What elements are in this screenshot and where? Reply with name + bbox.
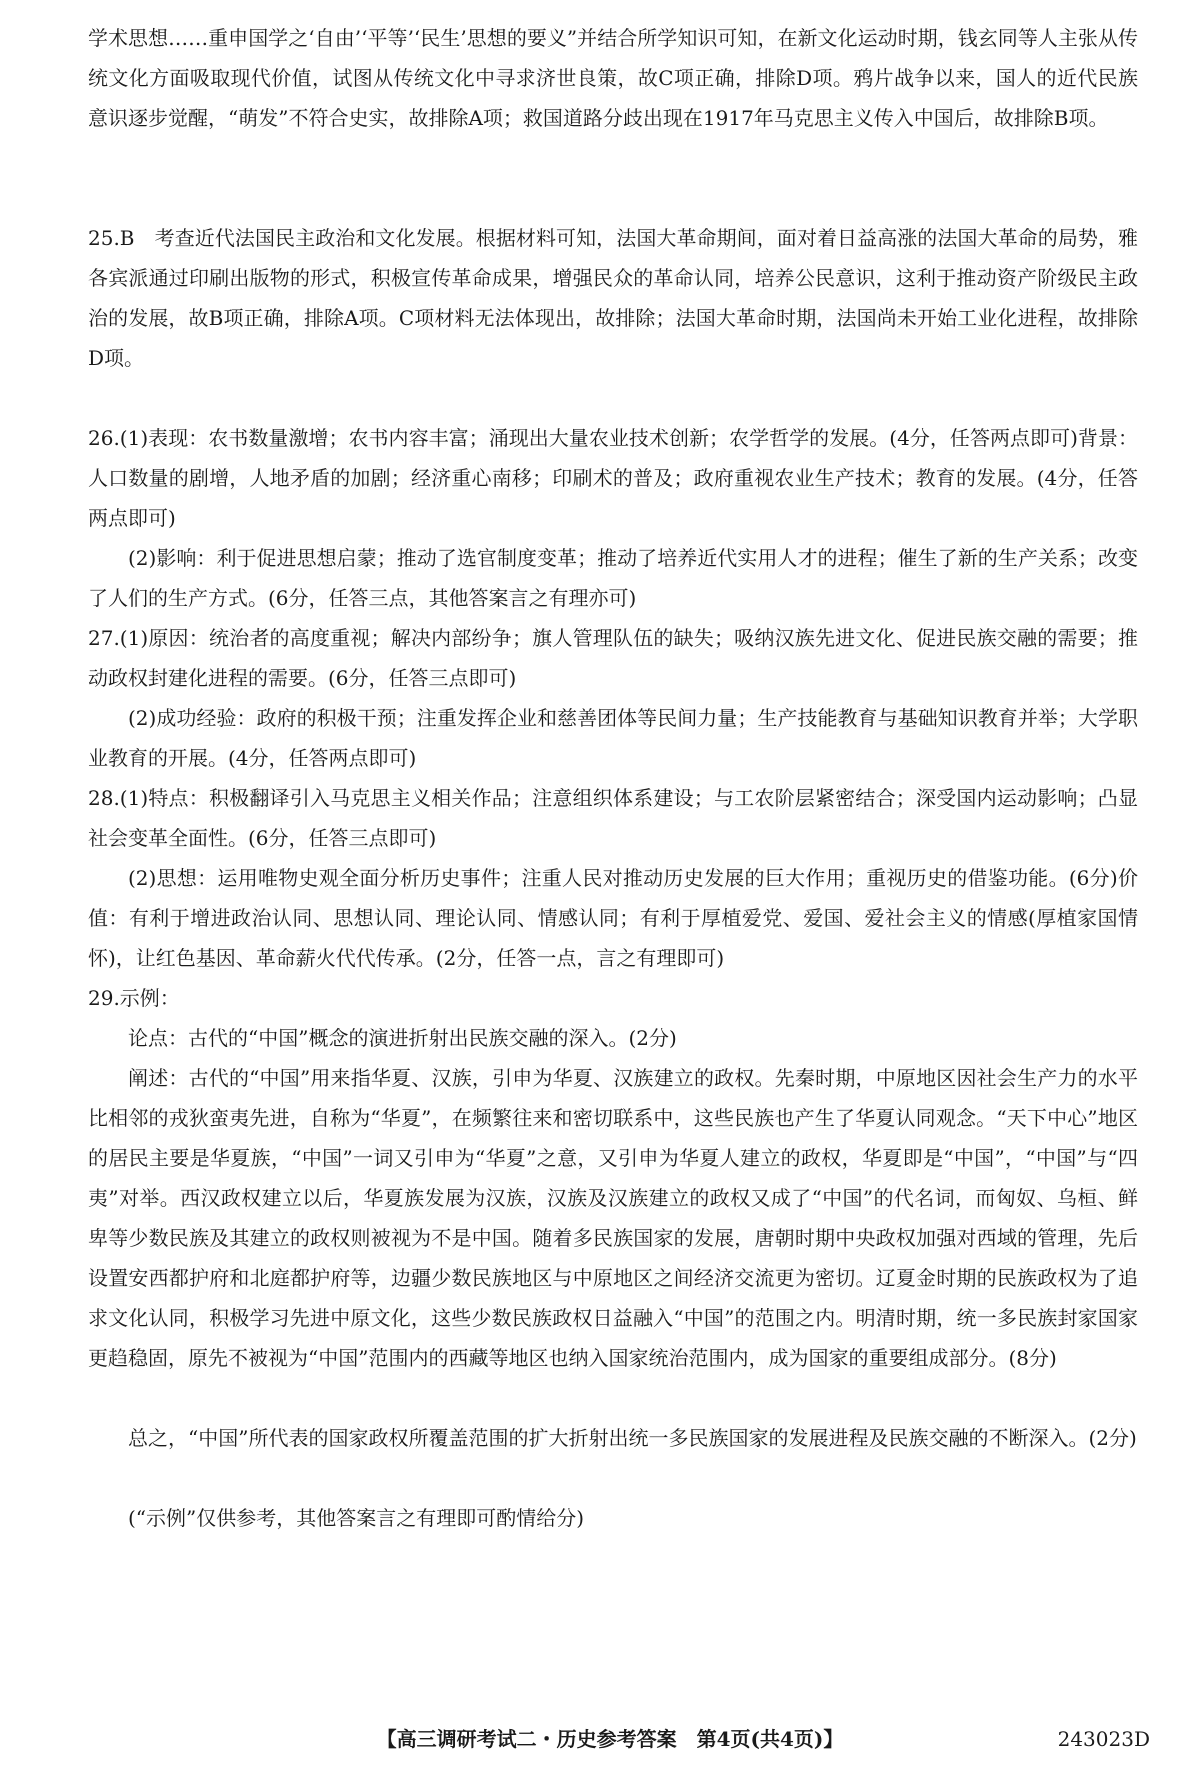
paragraph-28-2: (2)思想：运用唯物史观全面分析历史事件；注重人民对推动历史发展的巨大作用；重视历史的借鉴功能。(6分)价值：有利于增进政治认同、思想认同、理论认同、情感认同；有利于厚植爱党、爱国、爱社会主义的情感(厚植家国情怀)，让红色基因、革命薪火代代传承。(2分，任答一点，言之有理即可)	[88, 866, 1138, 970]
page-footer-title: 【高三调研考试二・历史参考答案 第4页(共4页)】	[376, 1727, 844, 1751]
paragraph-24-continued: 学术思想……重申国学之‘自由’‘平等’‘民生’思想的要义”并结合所学知识可知，在新文化运动时期，钱玄同等人主张从传统文化方面吸取现代价值，试图从传统文化中寻求济世良策，故C项正确，排除D项。鸦片战争以来，国人的近代民族意识逐步觉醒，“萌发”不符合史实，故排除A项；救国道路分歧出现在1917年马克思主义传入中国后，故排除B项。	[88, 26, 1138, 130]
paragraph-29-thesis: 论点：古代的“中国”概念的演进折射出民族交融的深入。(2分)	[128, 1026, 677, 1050]
paragraph-27-1: 27.(1)原因：统治者的高度重视；解决内部纷争；旗人管理队伍的缺失；吸纳汉族先进文化、促进民族交融的需要；推动政权封建化进程的需要。(6分，任答三点即可)	[88, 626, 1138, 690]
paragraph-29-conclusion: 总之，“中国”所代表的国家政权所覆盖范围的扩大折射出统一多民族国家的发展进程及民族交融的不断深入。(2分)	[128, 1426, 1137, 1450]
paragraph-29-note: (“示例”仅供参考，其他答案言之有理即可酌情给分)	[128, 1506, 585, 1530]
paragraph-28-1: 28.(1)特点：积极翻译引入马克思主义相关作品；注意组织体系建设；与工农阶层紧密结合；深受国内运动影响；凸显社会变革全面性。(6分，任答三点即可)	[88, 786, 1138, 850]
page-footer-code: 243023D	[1057, 1727, 1150, 1751]
paragraph-29-elaboration: 阐述：古代的“中国”用来指华夏、汉族，引申为华夏、汉族建立的政权。先秦时期，中原地区因社会生产力的水平比相邻的戎狄蛮夷先进，自称为“华夏”，在频繁往来和密切联系中，这些民族也产生了华夏认同观念。“天下中心”地区的居民主要是华夏族，“中国”一词又引申为“华夏”之意，又引申为华夏人建立的政权，华夏即是“中国”，“中国”与“四夷”对举。西汉政权建立以后，华夏族发展为汉族，汉族及汉族建立的政权又成了“中国”的代名词，而匈奴、乌桓、鲜卑等少数民族及其建立的政权则被视为不是中国。随着多民族国家的发展，唐朝时期中央政权加强对西域的管理，先后设置安西都护府和北庭都护府等，边疆少数民族地区与中原地区之间经济交流更为密切。辽夏金时期的民族政权为了追求文化认同，积极学习先进中原文化，这些少数民族政权日益融入“中国”的范围之内。明清时期，统一多民族封家国家更趋稳固，原先不被视为“中国”范围内的西藏等地区也纳入国家统治范围内，成为国家的重要组成部分。(8分)	[88, 1066, 1138, 1370]
paragraph-27-2: (2)成功经验：政府的积极干预；注重发挥企业和慈善团体等民间力量；生产技能教育与基础知识教育并举；大学职业教育的开展。(4分，任答两点即可)	[88, 706, 1138, 770]
paragraph-26-2: (2)影响：利于促进思想启蒙；推动了选官制度变革；推动了培养近代实用人才的进程；催生了新的生产关系；改变了人们的生产方式。(6分，任答三点，其他答案言之有理亦可)	[88, 546, 1138, 610]
paragraph-29-heading: 29.示例：	[88, 986, 180, 1010]
paragraph-26-1: 26.(1)表现：农书数量激增；农书内容丰富；涌现出大量农业技术创新；农学哲学的发展。(4分，任答两点即可)背景：人口数量的剧增，人地矛盾的加剧；经济重心南移；印刷术的普及；政府重视农业生产技术；教育的发展。(4分，任答两点即可)	[88, 426, 1138, 530]
paragraph-25: 25.B 考查近代法国民主政治和文化发展。根据材料可知，法国大革命期间，面对着日益高涨的法国大革命的局势，雅各宾派通过印刷出版物的形式，积极宣传革命成果，增强民众的革命认同，培养公民意识，这利于推动资产阶级民主政治的发展，故B项正确，排除A项。C项材料无法体现出，故排除；法国大革命时期，法国尚未开始工业化进程，故排除D项。	[88, 226, 1138, 370]
